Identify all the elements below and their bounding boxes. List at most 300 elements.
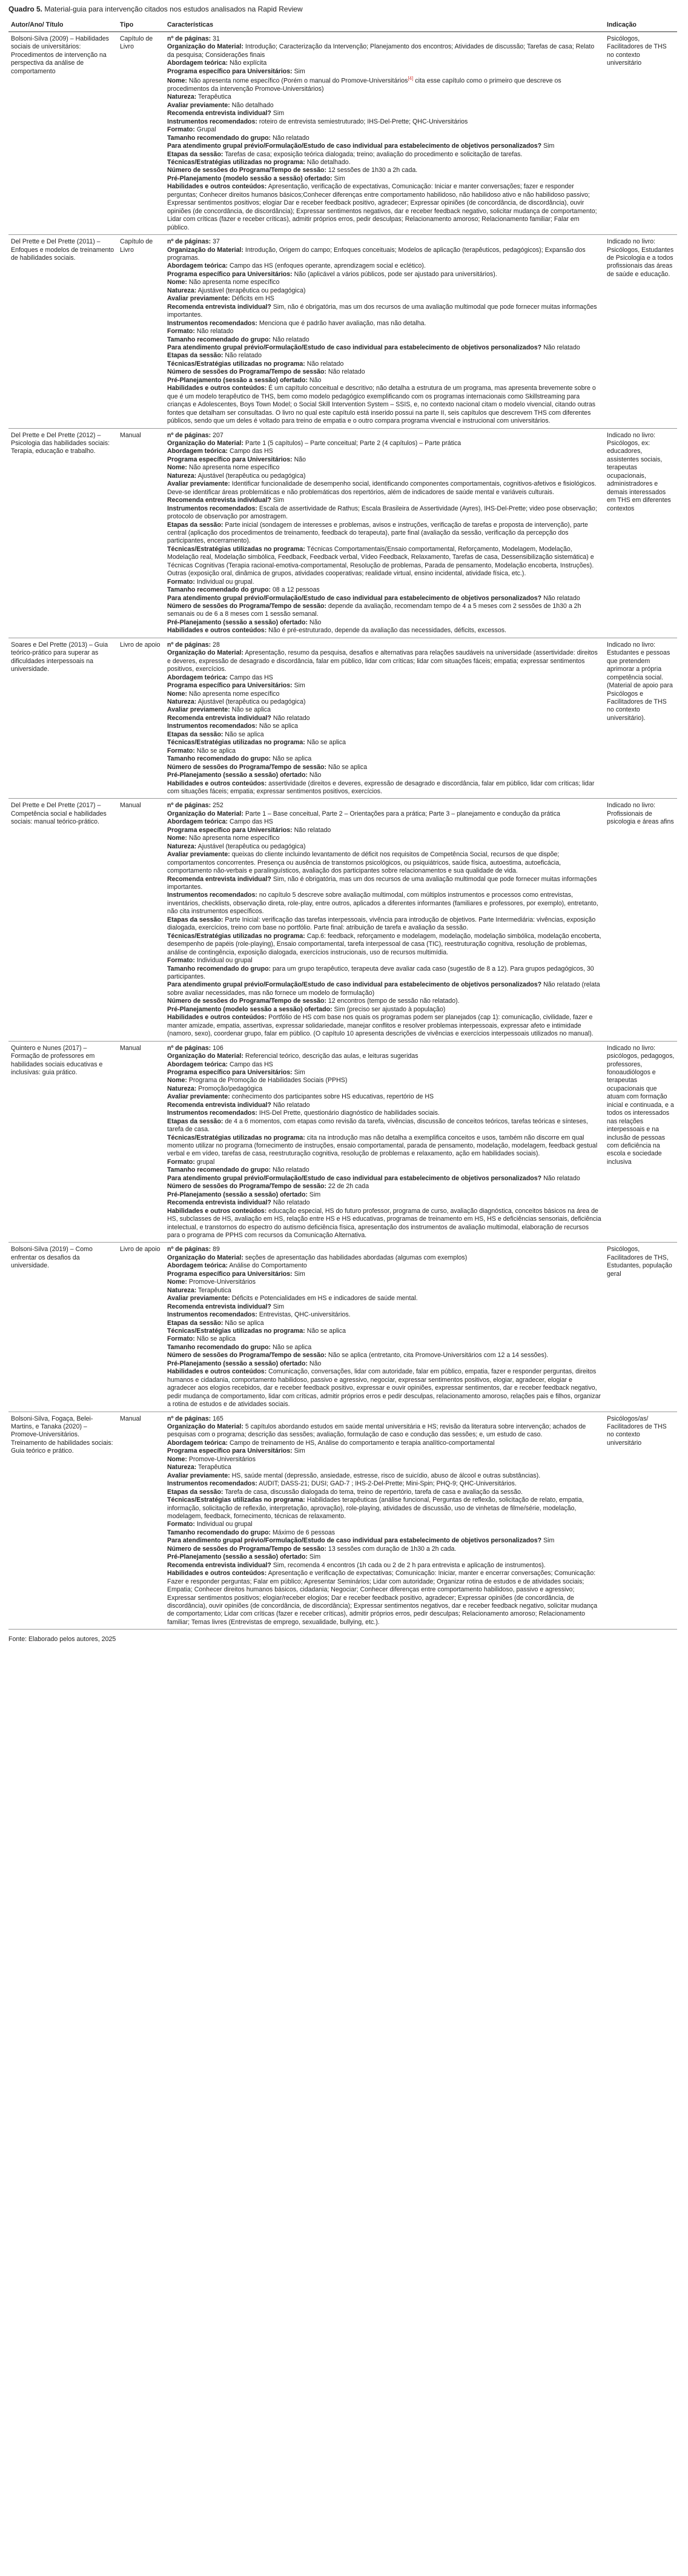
characteristic-label: Etapas da sessão:: [167, 916, 223, 923]
caption-label: Quadro 5.: [8, 5, 43, 13]
table-row: [8, 799, 677, 1041]
characteristic-label: nº de páginas:: [167, 238, 211, 246]
characteristic-value: Comunicação, conversações, lidar com autoridade, falar em público, empatia, fazer e responder perguntas, direitos humanos e cidadania, comportamento habilidoso, passivo e agressivo, negociar, expressar sentimentos positivos, elogiar, agradecer, elogiar e agradecer aos elogios recebidos, dar e receber feedback positivo, expressar e ouvir opiniões, expressar sentimentos, dar e receber feedback negativo, pedir mudança de comportamento, lidar com críticas, admitir próprios erros e pedir desculpas, relacionamento amoroso, relações pais e filhos, organizar a rotina de estudos e de atividades sociais.: [167, 1368, 601, 1409]
characteristic-label: Recomenda entrevista individual?: [167, 1101, 271, 1109]
characteristic-line: [167, 336, 602, 344]
characteristic-label: Número de sessões do Programa/Tempo de sessão:: [167, 1545, 326, 1553]
characteristic-line: [167, 151, 602, 159]
characteristic-label: Número de sessões do Programa/Tempo de sessão:: [167, 1352, 326, 1359]
characteristic-value: seções de apresentação das habilidades abordadas (algumas com exemplos): [243, 1253, 468, 1261]
characteristic-line: [167, 1439, 602, 1447]
characteristic-value: Não se aplica: [257, 722, 299, 730]
characteristic-label: Pré-Planejamento (modelo sessão a sessão) ofertado:: [167, 174, 332, 182]
cell-type: Capítulo de Livro: [117, 235, 165, 428]
characteristic-line: [167, 780, 602, 796]
characteristic-line: [167, 352, 602, 360]
characteristic-line: [167, 818, 602, 826]
characteristic-line: [167, 368, 602, 376]
characteristic-line: [167, 1537, 602, 1545]
characteristic-line: [167, 159, 602, 167]
characteristic-value: Sim: [332, 174, 345, 182]
characteristic-label: Tamanho recomendado do grupo:: [167, 335, 271, 343]
characteristic-value: para um grupo terapêutico, terapeuta deve avaliar cada caso (sugestão de 8 a 12). Para grupos pedagógicos, 30 participantes.: [167, 965, 594, 980]
characteristic-label: Instrumentos recomendados:: [167, 117, 257, 125]
characteristic-label: Abordagem teórica:: [167, 59, 228, 67]
characteristic-label: Para atendimento grupal prévio/Formulação/Estudo de caso individual para estabelecimento de objetivos personalizados?: [167, 343, 542, 351]
characteristic-value: assertividade (direitos e deveres, expressão de desagrado e discordância, falar em público, lidar com críticas; lidar com situações fáceis; empatia; expressar sentimentos positivos, exercícios.: [167, 779, 595, 795]
characteristic-line: [167, 1069, 602, 1077]
characteristic-label: Nome:: [167, 464, 187, 472]
characteristic-label: Abordagem teórica:: [167, 262, 228, 270]
characteristic-line: [167, 891, 602, 916]
table-row: [8, 638, 677, 799]
characteristic-value-continued: cita esse capítulo como o primeiro que descreve os procedimentos da intervenção Promove-Universitários): [167, 77, 561, 93]
characteristic-value: Não se aplica: [271, 1343, 312, 1351]
characteristic-line: [167, 649, 602, 673]
characteristic-line: [167, 586, 602, 594]
characteristic-label: Avaliar previamente:: [167, 101, 230, 109]
characteristic-value: 89: [211, 1246, 220, 1253]
characteristic-line: [167, 1415, 602, 1423]
characteristic-line: [167, 1061, 602, 1069]
characteristic-line: [167, 1278, 602, 1286]
characteristic-line: [167, 1360, 602, 1368]
characteristic-label: Número de sessões do Programa/Tempo de sessão:: [167, 1183, 326, 1191]
characteristic-line: [167, 497, 602, 504]
characteristic-line: [167, 1207, 602, 1240]
characteristic-label: Recomenda entrevista individual?: [167, 1199, 271, 1207]
cell-characteristics: [165, 1412, 604, 1630]
table-row: [8, 235, 677, 428]
characteristic-line: [167, 1352, 602, 1359]
characteristic-line: [167, 1118, 602, 1134]
header-indication: Indicação: [604, 20, 677, 31]
characteristic-label: Natureza:: [167, 842, 197, 850]
cell-author: Del Prette e Del Prette (2011) – Enfoques e modelos de treinamento de habilidades sociais.: [8, 235, 117, 428]
characteristic-label: Tamanho recomendado do grupo:: [167, 755, 271, 763]
characteristic-line: [167, 722, 602, 730]
characteristic-value: IHS-Del Prette, questionário diagnóstico de habilidades sociais.: [257, 1109, 440, 1117]
characteristic-line: [167, 472, 602, 480]
characteristic-value: Apresentação, resumo da pesquisa, desafios e alternativas para relações saudáveis na universidade (assertividade: direitos e deveres, expressão de desagrado e discordância, falar em público, lidar com críticas; lidar com situações fáceis; empatia; expressar sentimentos positivos, exercícios.: [167, 649, 598, 673]
characteristic-line: [167, 1545, 602, 1553]
cell-characteristics: [165, 31, 604, 234]
characteristic-label: Técnicas/Estratégias utilizadas no programa:: [167, 159, 305, 167]
cell-indication: Psicólogos, Facilitadores de THS no contexto universitário: [604, 31, 677, 234]
characteristic-line: [167, 1246, 602, 1253]
header-characteristics: Características: [165, 20, 604, 31]
characteristic-value: Não relatado: [271, 1166, 309, 1174]
characteristic-label: Nome:: [167, 834, 187, 842]
characteristic-line: [167, 764, 602, 771]
characteristic-label: Organização do Material:: [167, 1422, 243, 1430]
characteristic-value: Não se aplica: [271, 755, 312, 763]
characteristic-line: [167, 1472, 602, 1480]
characteristic-line: [167, 464, 602, 472]
characteristic-line: [167, 505, 602, 521]
characteristic-line: [167, 287, 602, 295]
characteristic-label: Etapas da sessão:: [167, 352, 223, 360]
characteristic-value: Parte inicial (sondagem de interesses e problemas, avisos e instruções, verificação de tarefas e proposta de intervenção), parte central (aplicação dos procedimentos de treinamento, feedback do terapeuta), parte final (avaliação da sessão, verificação da percepção dos participantes, encerramento).: [167, 521, 588, 545]
characteristic-line: [167, 68, 602, 76]
characteristic-value: Sim: [292, 1447, 305, 1455]
characteristic-value: Ajustável (terapêutica ou pedagógica): [196, 286, 306, 294]
characteristic-line: [167, 1101, 602, 1109]
characteristic-value: Déficits e Potencialidades em HS e indicadores de saúde mental.: [230, 1295, 418, 1303]
caption-text: Material-guia para intervenção citados nos estudos analisados na Rapid Review: [44, 5, 303, 13]
table-row: [8, 1041, 677, 1243]
characteristic-label: Abordagem teórica:: [167, 1439, 228, 1447]
characteristic-label: Organização do Material:: [167, 649, 243, 657]
characteristic-value: Sim: [271, 497, 285, 504]
cell-indication: Indicado no livro: psicólogos, pedagogos, professores, fonoaudiólogos e terapeutas ocupacionais que atuam com formação inicial e continuada, e a todos os interessados nas relações interpessoais e na inclusão de pessoas com deficiência na escola e sociedade inclusiva: [604, 1041, 677, 1243]
characteristic-value: Não relatado: [541, 1174, 580, 1182]
characteristic-line: [167, 1319, 602, 1327]
characteristic-line: [167, 641, 602, 649]
characteristic-line: [167, 246, 602, 263]
characteristic-label: Pré-Planejamento (sessão a sessão) ofertado:: [167, 771, 308, 779]
characteristic-value: Apresentação, verificação de expectativas, Comunicação: Iniciar e manter conversações; fazer e responder perguntas; Conhecer direitos humanos básicos;Conhecer diferenças entre comportamento habilidoso, não habilidoso ativo e não habilidoso passivo; Expressar sentimentos positivos; elogiar Dar e receber feedback positivo, agradecer; Expressar opiniões (de concordância, de discordância), ouvir opiniões (de concordância, de discordância); Expressar sentimentos negativos, dar e receber feedback negativo, solicitar mudança de comportamento; Lidar com críticas (fazer e receber críticas), admitir próprios erros, pedir desculpas; Relacionamento amoroso; Relacionamento familiar; Falar em público.: [167, 183, 597, 231]
characteristic-line: [167, 1109, 602, 1117]
cell-characteristics: [165, 799, 604, 1041]
characteristic-line: [167, 1014, 602, 1038]
characteristic-line: [167, 360, 602, 368]
characteristic-label: Instrumentos recomendados:: [167, 891, 257, 899]
characteristic-line: [167, 456, 602, 464]
characteristic-value: Não relatado: [194, 328, 234, 335]
characteristic-line: [167, 965, 602, 982]
characteristic-line: [167, 698, 602, 706]
characteristic-label: Natureza:: [167, 93, 197, 101]
characteristic-label: Avaliar previamente:: [167, 706, 230, 714]
characteristic-label: Para atendimento grupal prévio/Formulação/Estudo de caso individual para estabelecimento de objetivos personalizados?: [167, 142, 542, 150]
characteristic-label: Habilidades e outros conteúdos:: [167, 627, 267, 635]
characteristic-label: Pré-Planejamento (sessão a sessão) ofertado:: [167, 1191, 308, 1198]
characteristic-value: Campo das HS: [228, 447, 273, 455]
characteristic-line: [167, 603, 602, 619]
characteristic-value: Não se aplica (entretanto, cita Promove-Universitários com 12 a 14 sessões).: [326, 1352, 549, 1359]
characteristic-value: Individual ou grupal: [194, 1521, 253, 1528]
characteristic-label: Instrumentos recomendados:: [167, 722, 257, 730]
characteristic-label: Pré-Planejamento (modelo sessão a sessão) ofertado:: [167, 1005, 332, 1013]
characteristic-line: [167, 1295, 602, 1303]
characteristic-value: Campo de treinamento de HS, Análise do comportamento e terapia analítico-comportamental: [228, 1439, 495, 1447]
cell-author: Soares e Del Prette (2013) – Guia teórico-prático para superar as dificuldades interpessoais na universidade.: [8, 638, 117, 799]
characteristic-value: Não apresenta nome específico: [187, 834, 280, 842]
characteristic-label: Pré-Planejamento (sessão a sessão) ofertado:: [167, 1359, 308, 1367]
characteristic-label: Formato:: [167, 1158, 195, 1166]
characteristic-value: Sim: [541, 142, 555, 150]
characteristic-line: [167, 1570, 602, 1627]
characteristic-value: É um capítulo conceitual e descritivo; não detalha a estrutura de um programa, mas apresenta brevemente sobre o que é um modelo terapêutico de THS, bem como modelo pedagógico exemplificando com os programas internacionais como Skillstreaming para crianças e Adolescentes, Boys Town Model; o Social Skill Intervention System – SSIS, e, no contexto nacional citam o modelo vivencial, citando outras fontes que detalham ser consultadas. O livro no qual este capítulo está inserido possui na parte II, seis capítulos que descrevem THS com diferentes públicos, sendo que um deles é voltado para treino de empatia e o outro compara programa vivencial e instrucional com universitários.: [167, 385, 596, 425]
characteristic-value: Não relatado: [271, 1199, 310, 1207]
characteristic-value: Terapêutica: [196, 93, 231, 101]
characteristic-value: 12 sessões de 1h30 a 2h cada.: [326, 167, 418, 174]
characteristic-line: [167, 1287, 602, 1295]
characteristic-value: Sim: [271, 110, 285, 117]
cell-author: Quintero e Nunes (2017) – Formação de professores em habilidades sociais educativas e inclusivas: guia prático.: [8, 1041, 117, 1243]
characteristic-label: Programa específico para Universitários:: [167, 1270, 293, 1278]
characteristic-value: 22 de 2h cada: [326, 1183, 369, 1191]
characteristic-label: nº de páginas:: [167, 1246, 211, 1253]
characteristic-label: nº de páginas:: [167, 641, 211, 649]
characteristic-label: Natureza:: [167, 1464, 197, 1471]
characteristic-value: Escala de assertividade de Rathus; Escala Brasileira de Assertividade (Ayres), IHS-Del-Prette; video pose observação; protocolo de observação por amostragem.: [167, 504, 597, 521]
characteristic-line: [167, 1488, 602, 1496]
characteristic-line: [167, 1006, 602, 1014]
characteristic-line: [167, 377, 602, 385]
characteristic-value: Tarefa de casa, discussão dialogada do tema, treino de repertório, tarefa de casa e avaliação da sessão.: [223, 1488, 523, 1496]
characteristic-value: Promoção/pedagógica: [196, 1085, 263, 1092]
characteristic-label: Natureza:: [167, 286, 197, 294]
characteristic-value: 13 sessões com duração de 1h30 a 2h cada.: [326, 1545, 457, 1553]
characteristic-label: Pré-Planejamento (sessão a sessão) ofertado:: [167, 376, 308, 384]
characteristic-line: [167, 134, 602, 142]
table-body: [8, 31, 677, 1630]
characteristic-label: Tamanho recomendado do grupo:: [167, 965, 271, 973]
table-row: [8, 1412, 677, 1630]
characteristic-value: Menciona que é padrão haver avaliação, mas não detalha.: [257, 319, 426, 327]
characteristic-label: nº de páginas:: [167, 1415, 211, 1422]
characteristic-line: [167, 183, 602, 232]
characteristic-line: [167, 1158, 602, 1166]
characteristic-label: Técnicas/Estratégias utilizadas no programa:: [167, 1134, 305, 1141]
characteristic-line: [167, 295, 602, 303]
characteristic-value: Promove-Universitários: [187, 1455, 256, 1463]
characteristic-line: [167, 385, 602, 425]
characteristic-line: [167, 43, 602, 59]
characteristic-line: [167, 997, 602, 1005]
characteristic-value: 5 capítulos abordando estudos em saúde mental universitária e HS; revisão da literatura sobre intervenção; achados de pesquisas com o programa; descrição das sessões; avaliação, formulação de caso e condução das sessões; e, um estudo de caso.: [167, 1422, 586, 1439]
characteristic-label: Para atendimento grupal prévio/Formulação/Estudo de caso individual para estabelecimento de objetivos personalizados?: [167, 1537, 542, 1545]
characteristic-label: Abordagem teórica:: [167, 1060, 228, 1068]
characteristic-label: Nome:: [167, 1077, 187, 1085]
characteristic-line: [167, 1327, 602, 1335]
characteristic-label: Habilidades e outros conteúdos:: [167, 1570, 267, 1577]
characteristic-line: [167, 1134, 602, 1158]
characteristic-label: Tamanho recomendado do grupo:: [167, 134, 271, 142]
characteristic-line: [167, 344, 602, 352]
characteristic-value: Não: [307, 1359, 322, 1367]
characteristic-value: Entrevistas, QHC-universitários.: [257, 1311, 351, 1319]
characteristic-label: Abordagem teórica:: [167, 818, 228, 826]
characteristic-line: [167, 142, 602, 150]
characteristic-value: Individual ou grupal.: [194, 578, 254, 586]
characteristic-label: Abordagem teórica:: [167, 1262, 228, 1270]
characteristic-label: Avaliar previamente:: [167, 1093, 230, 1101]
characteristic-label: Formato:: [167, 126, 195, 134]
characteristic-label: Número de sessões do Programa/Tempo de sessão:: [167, 603, 326, 610]
table-caption: [8, 5, 677, 14]
characteristic-label: Técnicas/Estratégias utilizadas no programa:: [167, 1496, 305, 1504]
characteristic-value: Não se aplica: [194, 747, 236, 755]
characteristic-value: Não é pré-estruturado, depende da avaliação das necessidades, déficits, excessos.: [266, 627, 506, 635]
characteristic-value: Tarefas de casa; exposição teórica dialogada; treino; avaliação do procedimento e solicitação de tarefas.: [223, 150, 523, 158]
characteristic-line: [167, 957, 602, 965]
characteristic-line: [167, 851, 602, 875]
characteristic-value: Campo das HS: [228, 1060, 273, 1068]
characteristic-line: [167, 303, 602, 320]
characteristic-line: [167, 731, 602, 739]
characteristic-label: Etapas da sessão:: [167, 150, 223, 158]
characteristic-label: Instrumentos recomendados:: [167, 504, 257, 512]
cell-indication: Indicado no livro: Psicólogos, ex: educadores, assistentes sociais, terapeutas ocupacionais, administradores e demais interessados em THS em diferentes contextos: [604, 428, 677, 638]
cell-author: Bolsoni-Silva (2009) – Habilidades sociais de universitários: Procedimentos de intervenção na perspectiva da análise de comportamento: [8, 31, 117, 234]
characteristic-value: Não explícita: [228, 59, 267, 67]
characteristic-label: Para atendimento grupal prévio/Formulação/Estudo de caso individual para estabelecimento de objetivos personalizados?: [167, 594, 542, 602]
cell-characteristics: [165, 235, 604, 428]
characteristic-line: [167, 440, 602, 447]
characteristic-line: [167, 1254, 602, 1262]
characteristic-line: [167, 262, 602, 270]
characteristic-label: Tamanho recomendado do grupo:: [167, 1528, 271, 1536]
characteristic-label: Etapas da sessão:: [167, 730, 223, 738]
characteristic-value: Não se aplica: [326, 763, 368, 771]
characteristic-line: [167, 747, 602, 755]
characteristic-line: [167, 739, 602, 747]
characteristic-value: Campo das HS: [228, 818, 273, 826]
characteristic-line: [167, 1521, 602, 1528]
characteristic-value: Não apresenta nome específico: [187, 279, 280, 286]
cell-author: Del Prette e Del Prette (2017) – Competência social e habilidades sociais: manual teórico-prático.: [8, 799, 117, 1041]
cell-author: Del Prette e Del Prette (2012) – Psicologia das habilidades sociais: Terapia, educação e trabalho.: [8, 428, 117, 638]
characteristic-line: [167, 1303, 602, 1311]
characteristic-value: roteiro de entrevista semiestruturado; IHS-Del-Prette; QHC-Universitários: [257, 117, 468, 125]
characteristic-label: Avaliar previamente:: [167, 1295, 230, 1303]
characteristic-value: Sim: [307, 1553, 321, 1561]
characteristic-line: [167, 1480, 602, 1488]
characteristic-value: Não (aplicável a vários públicos, pode ser ajustado para universitários).: [292, 270, 497, 278]
characteristic-line: [167, 1456, 602, 1464]
characteristic-line: [167, 876, 602, 892]
characteristic-value: Individual ou grupal: [194, 957, 253, 965]
characteristic-label: Avaliar previamente:: [167, 851, 230, 859]
characteristic-value: Não: [307, 376, 322, 384]
characteristic-label: Programa específico para Universitários:: [167, 270, 293, 278]
cell-indication: Psicólogos/as/ Facilitadores de THS no contexto universitário: [604, 1412, 677, 1630]
characteristic-value: 31: [211, 35, 220, 42]
characteristic-line: [167, 933, 602, 957]
characteristic-label: Recomenda entrevista individual?: [167, 110, 271, 117]
characteristic-value: Não relatado: [271, 1101, 310, 1109]
characteristic-label: nº de páginas:: [167, 35, 211, 42]
characteristic-label: Abordagem teórica:: [167, 447, 228, 455]
characteristic-line: [167, 1191, 602, 1199]
characteristic-value: Máximo de 6 pessoas: [271, 1528, 336, 1536]
characteristic-label: Habilidades e outros conteúdos:: [167, 385, 267, 392]
characteristic-line: [167, 715, 602, 722]
characteristic-line: [167, 578, 602, 586]
characteristic-label: Técnicas/Estratégias utilizadas no programa:: [167, 739, 305, 747]
characteristic-value: Sim: [307, 1191, 321, 1198]
characteristic-value: 207: [211, 431, 223, 439]
characteristic-line: [167, 238, 602, 246]
characteristic-label: Recomenda entrevista individual?: [167, 497, 271, 504]
characteristic-line: [167, 834, 602, 842]
characteristic-value: cita na introdução mas não detalha a exemplifica conceitos e usos, também não discorre em qual momento utilizar no programa (fornecimento de instruções, ensaio comportamental, parada de pensamento, modelação, modelagem, feedback gestual verbal e em vídeo, tarefas de casa, reestruturação cognitiva, resolução de problemas e relaxamento, ação em habilidades sociais).: [167, 1134, 598, 1158]
characteristic-label: Natureza:: [167, 1085, 197, 1092]
characteristic-value: Ajustável (terapêutica ou pedagógica): [196, 472, 306, 480]
characteristic-line: [167, 167, 602, 174]
characteristic-value: Sim: [292, 682, 305, 690]
characteristic-line: [167, 674, 602, 682]
characteristic-label: Instrumentos recomendados:: [167, 1109, 257, 1117]
characteristic-label: Número de sessões do Programa/Tempo de sessão:: [167, 997, 326, 1005]
characteristic-value: Sim: [292, 1068, 305, 1076]
characteristic-label: Para atendimento grupal prévio/Formulação/Estudo de caso individual para estabelecimento de objetivos personalizados?: [167, 981, 542, 989]
characteristic-line: [167, 627, 602, 635]
characteristic-line: [167, 1270, 602, 1278]
characteristic-line: [167, 546, 602, 578]
characteristic-label: Número de sessões do Programa/Tempo de sessão:: [167, 167, 326, 174]
characteristic-value: Sim: [541, 1537, 555, 1545]
characteristic-value: Não se aplica: [230, 706, 271, 714]
characteristic-label: Nome:: [167, 77, 187, 85]
characteristic-value: Não relatado: [223, 352, 262, 360]
characteristic-line: [167, 175, 602, 183]
characteristic-value: Não apresenta nome específico: [187, 464, 280, 472]
characteristic-value: Análise do Comportamento: [228, 1262, 307, 1270]
characteristic-label: Avaliar previamente:: [167, 480, 230, 488]
characteristic-line: [167, 595, 602, 603]
cell-author: Bolsoni-Silva (2019) – Como enfrentar os desafios da universidade.: [8, 1243, 117, 1412]
characteristic-line: [167, 1077, 602, 1085]
characteristic-line: [167, 35, 602, 43]
cell-type: Livro de apoio: [117, 638, 165, 799]
cell-characteristics: [165, 1041, 604, 1243]
characteristic-label: Organização do Material:: [167, 1253, 243, 1261]
characteristic-line: [167, 916, 602, 933]
characteristic-line: [167, 1344, 602, 1352]
characteristic-line: [167, 328, 602, 335]
characteristic-label: Tamanho recomendado do grupo:: [167, 1166, 271, 1174]
characteristic-label: nº de páginas:: [167, 1044, 211, 1052]
characteristic-value: Não detalhado: [230, 101, 274, 109]
cell-type: Capítulo de Livro: [117, 31, 165, 234]
characteristic-value: Parte 1 – Base conceitual, Parte 2 – Orientações para a prática; Parte 3 – planejamento e condução da prática: [243, 810, 560, 817]
characteristic-line: [167, 810, 602, 818]
table-row: [8, 1243, 677, 1412]
characteristic-line: [167, 1199, 602, 1207]
cell-type: Manual: [117, 428, 165, 638]
characteristic-label: Pré-Planejamento (sessão a sessão) ofertado:: [167, 1553, 308, 1561]
characteristic-label: Programa específico para Universitários:: [167, 1068, 293, 1076]
characteristic-line: [167, 432, 602, 440]
characteristic-value: Não relatado (relata sobre avaliar necessidades, mas não fornece um modelo de formulação): [167, 981, 600, 997]
characteristic-label: Natureza:: [167, 472, 197, 480]
characteristic-label: Programa específico para Universitários:: [167, 682, 293, 690]
characteristic-value: Não se aplica: [305, 739, 346, 747]
characteristic-label: Avaliar previamente:: [167, 1471, 230, 1479]
source-note: Fonte: Elaborado pelos autores, 2025: [8, 1636, 116, 1643]
characteristic-value: Habilidades terapêuticas (análise funcional, Perguntas de reflexão, solicitação de relato, empatia, informação, solicitação de reflexão, interpretação, aprovação), role-playing, atividades de discussão, uso de vinhetas de filme/série, modelação, modelagem, feedback, fornecimento, técnicas de relaxamento.: [167, 1496, 584, 1520]
characteristic-label: Habilidades e outros conteúdos:: [167, 183, 267, 191]
characteristic-line: [167, 1562, 602, 1570]
characteristic-value: Não relatado: [305, 360, 344, 368]
characteristic-label: Tamanho recomendado do grupo:: [167, 1343, 271, 1351]
characteristic-value: Sim, recomenda 4 encontros (1h cada ou 2 de 2 h para entrevista e aplicação de instrumentos).: [271, 1561, 546, 1569]
characteristic-label: Recomenda entrevista individual?: [167, 303, 271, 311]
characteristic-value: Não relatado: [292, 826, 331, 834]
characteristic-line: [167, 619, 602, 627]
characteristic-line: [167, 1175, 602, 1183]
characteristic-label: Técnicas/Estratégias utilizadas no programa:: [167, 932, 305, 940]
cell-indication: Psicólogos, Facilitadores de THS, Estudantes, população geral: [604, 1243, 677, 1412]
characteristic-line: [167, 1311, 602, 1319]
cell-author: Bolsoni-Silva, Fogaça, Belei-Martins, e Tanaka (2020) – Promove-Universitários. Treinamento de habilidades sociais: Guia teórico e prático.: [8, 1412, 117, 1630]
characteristic-value: Não relatado: [326, 368, 365, 376]
cell-type: Livro de apoio: [117, 1243, 165, 1412]
